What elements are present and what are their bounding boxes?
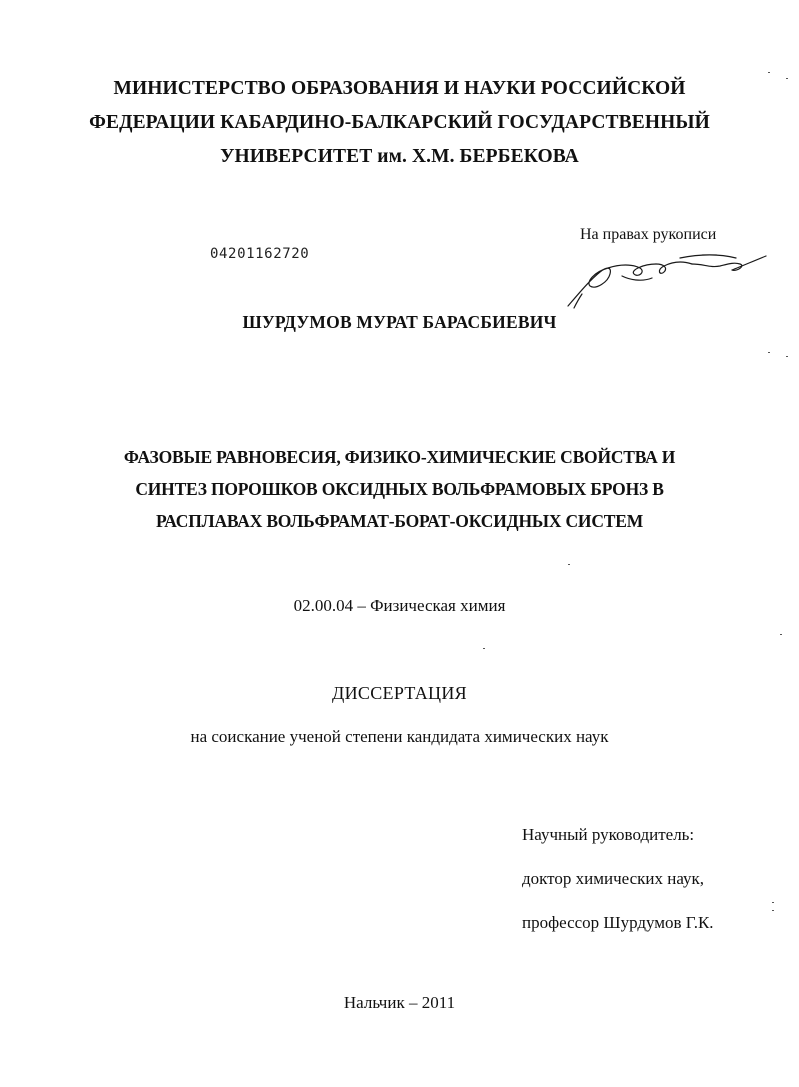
author-name: ШУРДУМОВ МУРАТ БАРАСБИЕВИЧ	[242, 312, 557, 332]
scan-speck	[772, 902, 774, 903]
title-line-2: СИНТЕЗ ПОРОШКОВ ОКСИДНЫХ ВОЛЬФРАМОВЫХ БРОНЗ В	[135, 479, 664, 499]
scan-speck	[786, 78, 788, 79]
scan-speck	[768, 72, 770, 73]
rights-note: На правах рукописи	[580, 226, 717, 243]
archive-code: 04201162720	[210, 246, 310, 262]
scan-speck	[568, 564, 570, 565]
supervisor-block	[522, 813, 714, 945]
ministry-line-2: ФЕДЕРАЦИИ КАБАРДИНО-БАЛКАРСКИЙ ГОСУДАРСТВЕННЫЙ	[89, 112, 710, 133]
scan-speck	[483, 648, 485, 649]
title-line-1: ФАЗОВЫЕ РАВНОВЕСИЯ, ФИЗИКО-ХИМИЧЕСКИЕ СВОЙСТВА И	[123, 447, 676, 467]
dissertation-title	[0, 441, 799, 537]
scan-speck	[768, 352, 770, 353]
ministry-header	[0, 72, 799, 174]
scan-speck	[786, 356, 788, 357]
degree-line: на соискание ученой степени кандидата химических наук	[190, 727, 609, 746]
title-line-3: РАСПЛАВАХ ВОЛЬФРАМАТ-БОРАТ-ОКСИДНЫХ СИСТЕМ	[155, 511, 644, 531]
supervisor-degree: доктор химических наук,	[522, 869, 705, 888]
document-type: ДИССЕРТАЦИЯ	[332, 683, 467, 703]
scan-speck	[780, 634, 782, 635]
specialty-code: 02.00.04 – Физическая химия	[293, 596, 506, 615]
scan-speck	[772, 910, 774, 911]
ministry-line-3: УНИВЕРСИТЕТ им. Х.М. БЕРБЕКОВА	[220, 146, 579, 167]
supervisor-name: профессор Шурдумов Г.К.	[522, 913, 714, 932]
city-year: Нальчик – 2011	[343, 993, 456, 1012]
signature-icon	[560, 242, 770, 312]
ministry-line-1: МИНИСТЕРСТВО ОБРАЗОВАНИЯ И НАУКИ РОССИЙСКОЙ	[113, 78, 686, 99]
supervisor-role: Научный руководитель:	[522, 825, 695, 844]
